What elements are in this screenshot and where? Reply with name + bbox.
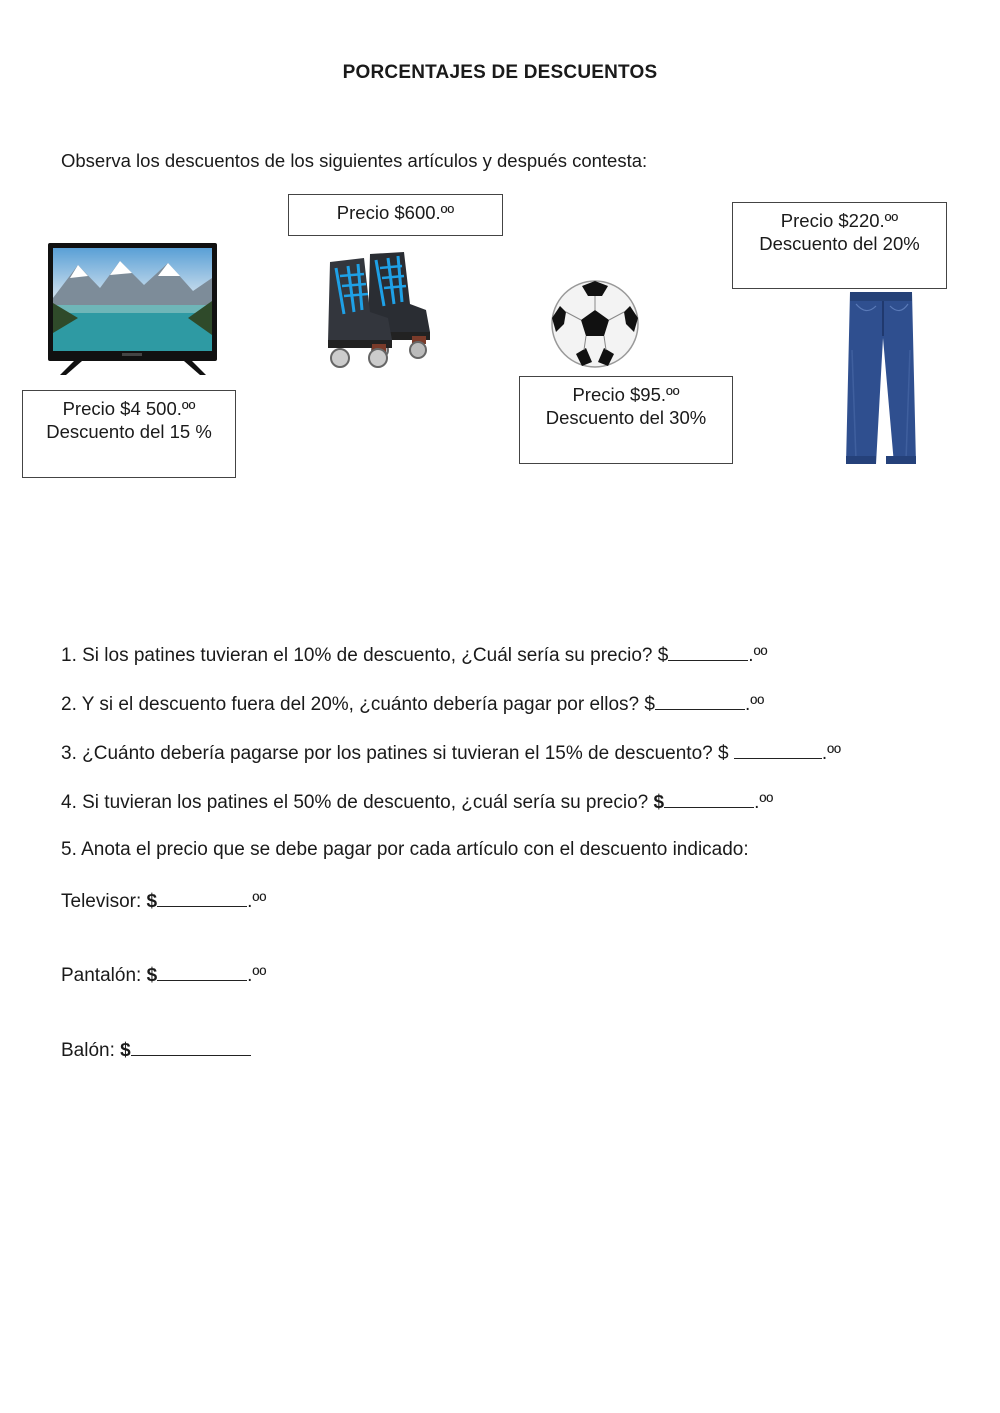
question-3	[61, 740, 841, 765]
ball-price-box	[519, 376, 733, 464]
question-1	[61, 642, 767, 667]
jeans-price-box	[732, 202, 947, 289]
answer-3-suffix: .ºº	[821, 743, 841, 764]
question-2	[61, 691, 764, 716]
instructions: Observa los descuentos de los siguientes artículos y después contesta:	[61, 150, 648, 171]
question-2-text: 2. Y si el descuento fuera del 20%, ¿cuánto debería pagar por ellos? $	[61, 694, 655, 715]
televisor-blank[interactable]	[157, 888, 247, 907]
answer-2-blank[interactable]	[655, 691, 745, 710]
answer-2-suffix: .ºº	[744, 694, 765, 715]
jeans-image	[836, 290, 926, 468]
question-4-text: 4. Si tuvieran los patines el 50% de descuento, ¿cuál sería su precio?	[61, 792, 654, 813]
skates-price: Precio $600.ºº	[336, 202, 455, 223]
ball-discount: Descuento del 30%	[545, 407, 707, 428]
page-title: PORCENTAJES DE DESCUENTOS	[342, 62, 658, 83]
jeans-discount: Descuento del 20%	[759, 233, 920, 254]
jeans-price: Precio $220.ºº	[780, 210, 899, 231]
answer-4-suffix: .ºº	[754, 792, 774, 813]
pantalon-label: Pantalón:	[61, 965, 147, 986]
skates-price-box	[288, 194, 503, 236]
answer-1-suffix: .ºº	[748, 645, 768, 666]
pantalon-dollar: $	[146, 965, 158, 986]
televisor-label: Televisor:	[61, 891, 147, 912]
ball-price: Precio $95.ºº	[572, 384, 680, 405]
question-5	[61, 839, 749, 861]
answer-4-blank[interactable]	[664, 789, 754, 808]
soccer-ball-image	[548, 274, 642, 374]
balon-label: Balón:	[61, 1040, 121, 1061]
tv-discount: Descuento del 15 %	[46, 421, 212, 442]
answer-televisor	[61, 888, 266, 913]
answer-pantalon	[61, 962, 266, 987]
question-3-text: 3. ¿Cuánto debería pagarse por los patines si tuvieran el 15% de descuento? $	[61, 743, 734, 764]
question-1-text: 1. Si los patines tuvieran el 10% de descuento, ¿Cuál sería su precio? $	[61, 645, 669, 666]
answer-4-dollar: $	[653, 792, 665, 813]
televisor-dollar: $	[146, 891, 158, 912]
television-image	[48, 243, 218, 377]
tv-price: Precio $4 500.ºº	[62, 398, 196, 419]
tv-price-box	[22, 390, 236, 478]
question-5-text: 5. Anota el precio que se debe pagar por cada artículo con el descuento indicado:	[61, 839, 749, 860]
balon-dollar: $	[120, 1040, 131, 1061]
question-4	[61, 789, 773, 814]
pantalon-blank[interactable]	[157, 962, 247, 981]
answer-3-blank[interactable]	[734, 740, 822, 759]
pantalon-suffix: .ºº	[247, 965, 267, 986]
balon-blank[interactable]	[131, 1037, 251, 1056]
televisor-suffix: .ºº	[247, 891, 267, 912]
roller-skates-image	[322, 246, 452, 370]
answer-balon	[61, 1037, 251, 1062]
answer-1-blank[interactable]	[668, 642, 748, 661]
